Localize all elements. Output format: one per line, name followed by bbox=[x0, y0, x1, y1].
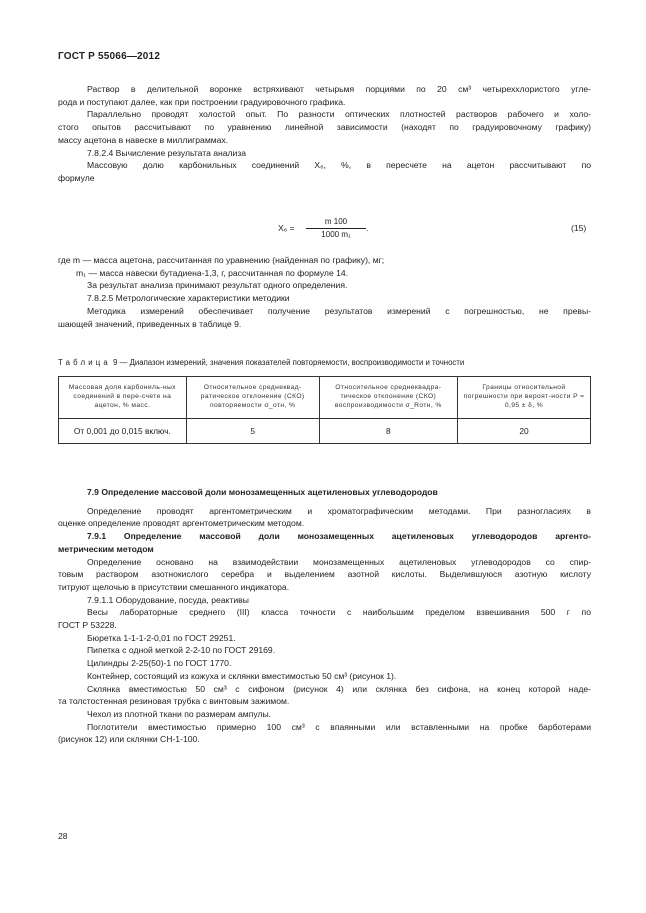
paragraph-line: рода и поступают далее, как при построении градуировочного графика. bbox=[58, 96, 346, 107]
table-cell: От 0,001 до 0,015 включ. bbox=[59, 419, 187, 444]
paragraph-line: товым раствором азотнокислого серебра и выделением азотной кислоты. Выделившуюся азотную кислоту bbox=[58, 569, 591, 580]
table-header-cell: Границы относительной погрешности при вероят-ности P = 0,95 ± δ, % bbox=[457, 377, 590, 419]
formula-denominator: 1000 m₁ bbox=[321, 230, 351, 239]
table-cell: 5 bbox=[186, 419, 319, 444]
equation-number: (15) bbox=[571, 223, 587, 233]
paragraph-line: Определение проводят аргентометрическим и хроматографическим методами. При разногласиях в bbox=[87, 505, 591, 516]
paragraph-line: Определение основано на взаимодействии монозамещенных ацетиленовых углеводородов со спир- bbox=[87, 556, 591, 567]
paragraph-line: массу ацетона в навеске в миллиграммах. bbox=[58, 134, 229, 145]
list-item-cont: та толстостенная резиновая трубка с винтовым зажимом. bbox=[58, 696, 290, 707]
table-header-cell: Относительное среднеквадра-тическое отклонение (СКО) воспроизводимости σ_Rотн, % bbox=[319, 377, 457, 419]
page-number: 28 bbox=[58, 831, 68, 841]
paragraph-line: оценке определение проводят аргентометрическим методом. bbox=[58, 518, 305, 529]
section-heading-79: 7.9 Определение массовой доли монозамещенных ацетиленовых углеводородов bbox=[87, 487, 438, 497]
list-item: Контейнер, состоящий из кожуха и склянки вместимостью 50 см³ (рисунок 1). bbox=[87, 670, 397, 681]
where-clause-m: где m — масса ацетона, рассчитанная по уравнению (найденная по графику), мг; bbox=[58, 255, 385, 265]
paragraph-line: Раствор в делительной воронке встряхивают четырьмя порциями по 20 см³ четыреххлористого угле- bbox=[87, 84, 591, 94]
table-caption bbox=[58, 358, 464, 367]
paragraph-line: титруют щелочью в присутствии смешанного индикатора. bbox=[58, 581, 290, 592]
table-header-row bbox=[59, 377, 591, 419]
section-heading-7825: 7.8.2.5 Метрологические характеристики методики bbox=[87, 293, 290, 304]
formula-numerator: m 100 bbox=[324, 217, 348, 226]
table-caption-word: Таблица bbox=[58, 358, 111, 367]
paragraph-line: Массовую долю карбонильных соединений X₆, %, в пересчете на ацетон рассчитывают по bbox=[87, 160, 591, 171]
text-block-top bbox=[58, 83, 591, 185]
section-heading-791-cont: метрическим методом bbox=[58, 543, 154, 554]
where-clause-m1: m₁ — масса навески бутадиена-1,3, г, рассчитанная по формуле 14. bbox=[76, 267, 349, 278]
list-item: Пипетка с одной меткой 2-2-10 по ГОСТ 29169. bbox=[87, 645, 276, 656]
paragraph-line: формуле bbox=[58, 172, 95, 183]
formula-fraction bbox=[306, 217, 369, 240]
list-item-cont: (рисунок 12) или склянки СН-1-100. bbox=[58, 734, 200, 745]
paragraph-line: ГОСТ Р 53228. bbox=[58, 620, 117, 631]
table-row bbox=[59, 419, 591, 444]
table-caption-text: 9 — Диапазон измерений, значения показателей повторяемости, воспроизводимости и точности bbox=[110, 358, 465, 367]
section-heading-7824: 7.8.2.4 Вычисление результата анализа bbox=[87, 147, 247, 158]
paragraph-line: стого опытов рассчитывают по уравнению линейной зависимости (находят по градуировочному графику) bbox=[58, 122, 591, 133]
paragraph-line: шающей значений, приведенных в таблице 9. bbox=[58, 318, 242, 329]
table-header-cell: Массовая доля карбониль-ных соединений в пере-счете на ацетон, % масс. bbox=[59, 377, 187, 419]
list-item: Бюретка 1-1-1-2-0,01 по ГОСТ 29251. bbox=[87, 632, 236, 643]
text-block-bottom bbox=[58, 486, 591, 746]
list-item: Цилиндры 2-25(50)-1 по ГОСТ 1770. bbox=[87, 658, 232, 669]
section-heading-791: 7.9.1 Определение массовой доли монозамещенных ацетиленовых углеводородов аргенто- bbox=[87, 531, 591, 542]
text-block-middle bbox=[58, 254, 591, 330]
document-header: ГОСТ Р 55066—2012 bbox=[58, 51, 161, 62]
formula-dot: . bbox=[366, 223, 369, 233]
table-9 bbox=[58, 376, 591, 444]
paragraph-line: Методика измерений обеспечивает получение результатов измерений с погрешностью, не превы- bbox=[87, 305, 591, 316]
table-header-cell: Относительное среднеквад-ратическое отклонение (СКО) повторяемости σ_отн, % bbox=[186, 377, 319, 419]
paragraph-line: Параллельно проводят холостой опыт. По разности оптических плотностей растворов рабочего и холо- bbox=[87, 109, 591, 120]
formula-lhs: X₆ = bbox=[278, 223, 295, 233]
table-cell: 8 bbox=[319, 419, 457, 444]
list-item: Чехол из плотной ткани по размерам ампулы. bbox=[87, 708, 272, 719]
fraction-bar bbox=[306, 228, 366, 229]
list-item: Поглотители вместимостью примерно 100 см³ с впаянными или вставленными на пробке барботерами bbox=[87, 721, 591, 732]
table-cell: 20 bbox=[457, 419, 590, 444]
paragraph-line: За результат анализа принимают результат одного определения. bbox=[87, 280, 348, 291]
paragraph-line: Весы лабораторные среднего (III) класса точности с наибольшим пределом взвешивания 500 г по bbox=[87, 607, 591, 618]
list-item: Склянка вместимостью 50 см³ с сифоном (рисунок 4) или склянка без сифона, на конец которой наде- bbox=[87, 683, 591, 694]
section-heading-7911: 7.9.1.1 Оборудование, посуда, реактивы bbox=[87, 594, 249, 605]
